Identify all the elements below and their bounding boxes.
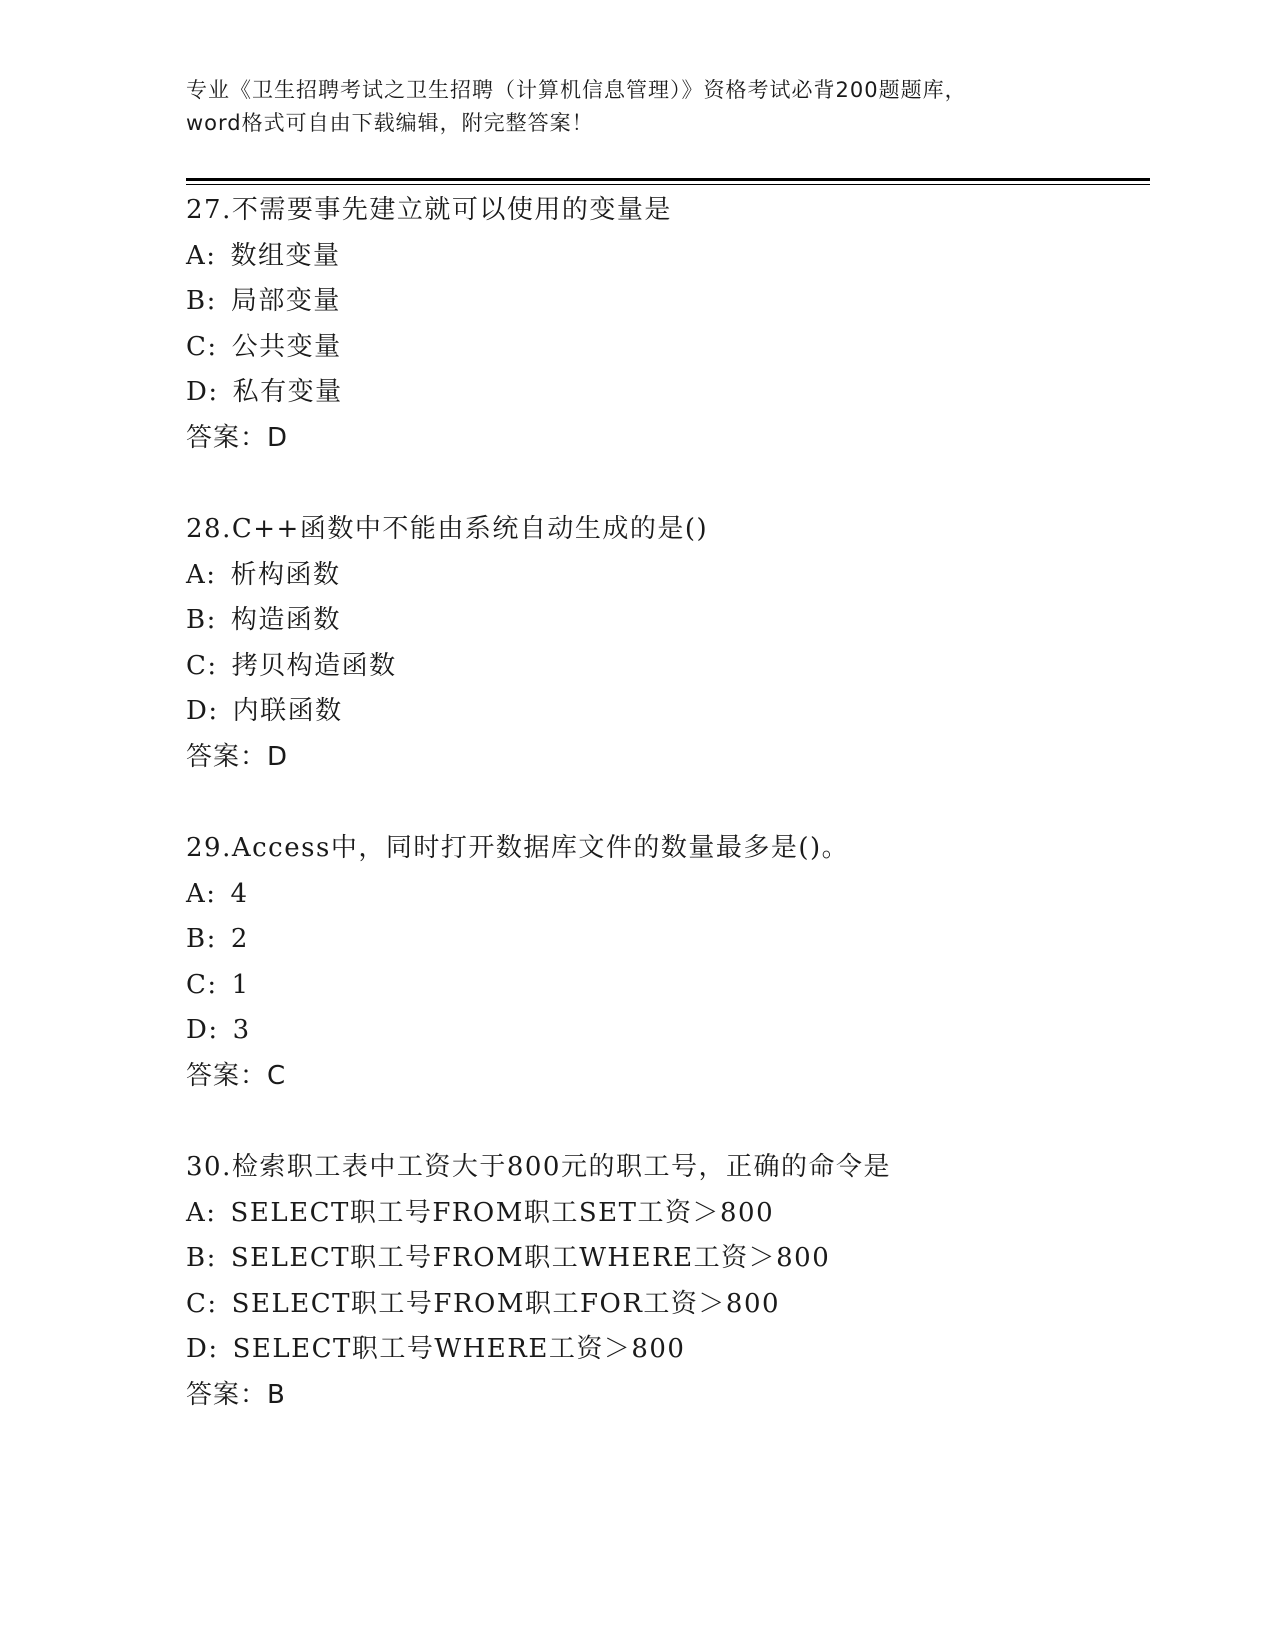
option-b	[186, 917, 1146, 963]
header-divider-thick	[186, 178, 1150, 181]
option-label: C:	[186, 969, 218, 1000]
option-text: 公共变量	[231, 331, 342, 362]
option-c	[186, 1282, 1146, 1328]
option-label: D:	[186, 696, 219, 726]
question-list	[186, 188, 1146, 1464]
option-a	[186, 553, 1146, 599]
option-label: D:	[186, 377, 219, 407]
option-text: 数组变量	[230, 240, 341, 271]
option-d	[186, 689, 1146, 735]
option-d	[186, 370, 1146, 416]
question-stem: 27.不需要事先建立就可以使用的变量是	[186, 195, 672, 225]
option-a	[186, 1191, 1146, 1237]
option-label: A:	[186, 559, 217, 590]
option-a	[186, 234, 1146, 280]
header-line-2: word格式可自由下载编辑，附完整答案！	[186, 111, 594, 135]
question-stem: 30.检索职工表中工资大于800元的职工号，正确的命令是	[186, 1152, 891, 1182]
option-c	[186, 963, 1146, 1009]
option-label: D:	[186, 1015, 219, 1045]
option-label: D:	[186, 1334, 219, 1364]
option-c	[186, 325, 1146, 371]
option-text: 构造函数	[230, 605, 341, 635]
option-b	[186, 1236, 1146, 1282]
answer: 答案：D	[186, 422, 289, 453]
option-text: SELECT职工号FROM职工FOR工资＞800	[231, 1288, 781, 1319]
question-27	[186, 188, 1146, 461]
header-divider-thin	[186, 184, 1150, 185]
option-label: A:	[186, 1197, 217, 1228]
option-text: 2	[230, 924, 249, 954]
option-label: B:	[186, 605, 217, 635]
option-text: 3	[232, 1015, 251, 1045]
option-text: 拷贝构造函数	[231, 650, 397, 681]
option-text: 内联函数	[232, 696, 343, 726]
answer: 答案：C	[186, 1060, 287, 1091]
option-b	[186, 598, 1146, 644]
option-text: SELECT职工号FROM职工WHERE工资＞800	[230, 1243, 831, 1273]
option-label: A:	[186, 240, 217, 271]
question-stem: 28.C++函数中不能由系统自动生成的是()	[186, 514, 709, 544]
option-d	[186, 1008, 1146, 1054]
option-label: C:	[186, 650, 218, 681]
question-30	[186, 1145, 1146, 1418]
header-line-1: 专业《卫生招聘考试之卫生招聘（计算机信息管理）》资格考试必背200题题库，	[186, 78, 967, 102]
option-text: 私有变量	[232, 377, 343, 407]
option-c	[186, 644, 1146, 690]
document-header	[186, 74, 1086, 140]
question-29	[186, 826, 1146, 1099]
option-text: 析构函数	[230, 559, 341, 590]
question-28	[186, 507, 1146, 780]
answer: 答案：B	[186, 1379, 286, 1410]
option-label: B:	[186, 924, 217, 954]
option-label: A:	[186, 878, 217, 909]
option-a	[186, 872, 1146, 918]
option-label: B:	[186, 1243, 217, 1273]
option-label: C:	[186, 1288, 218, 1319]
option-b	[186, 279, 1146, 325]
answer: 答案：D	[186, 741, 289, 772]
option-text: 1	[231, 969, 250, 1000]
option-text: 4	[230, 878, 249, 909]
option-text: SELECT职工号WHERE工资＞800	[232, 1334, 686, 1364]
question-stem: 29.Access中，同时打开数据库文件的数量最多是()。	[186, 833, 850, 863]
option-label: C:	[186, 331, 218, 362]
option-text: 局部变量	[230, 286, 341, 316]
option-text: SELECT职工号FROM职工SET工资＞800	[230, 1197, 775, 1228]
option-label: B:	[186, 286, 217, 316]
option-d	[186, 1327, 1146, 1373]
